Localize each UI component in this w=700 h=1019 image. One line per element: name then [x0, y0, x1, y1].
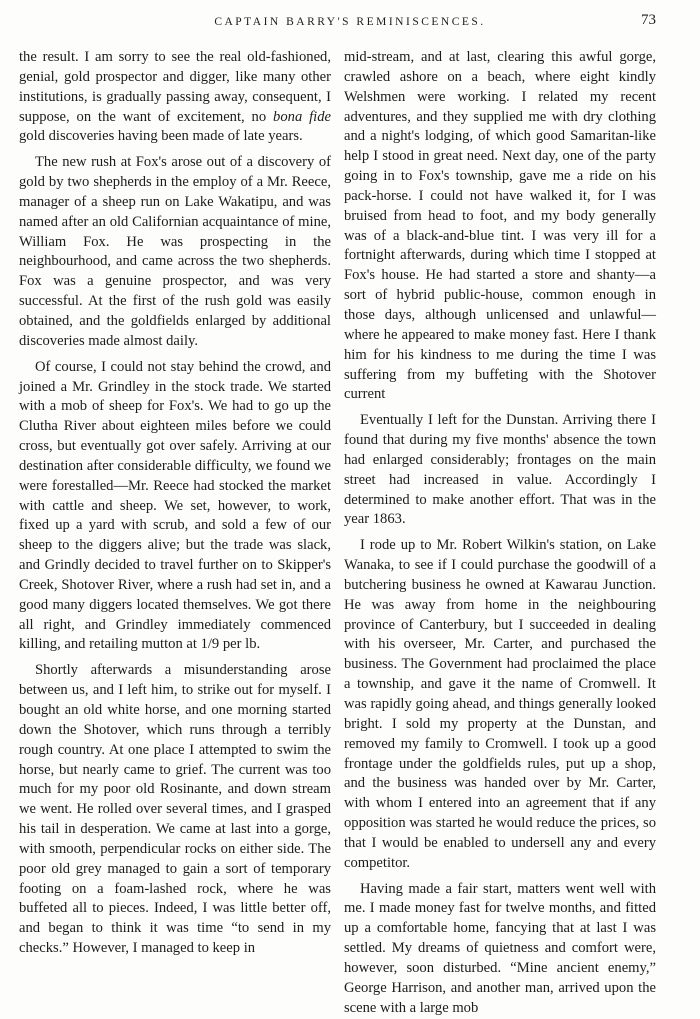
left-column: [19, 48, 331, 959]
running-title: CAPTAIN BARRY'S REMINISCENCES.: [214, 16, 486, 28]
paragraph-text: gold discoveries having been made of late years.: [19, 128, 303, 145]
paragraph: Having made a fair start, matters went well with me. I made money fast for twelve months, and fitted up a comfortable home, fancying that at last I was settled. My dreams of quietness and comfort were, however, soon disturbed. “Mine ancient enemy,” George Harrison, and another man, arrived upon the scene with a large mob: [344, 880, 656, 1016]
paragraph-continued: [19, 48, 331, 147]
page-number: 73: [641, 12, 656, 28]
paragraph-continued: mid-stream, and at last, clearing this awful gorge, crawled ashore on a beach, where eight kindly Welshmen were working. I related my recent adventures, and they supplied me with dry clothing and a night's lodging, of which good Samaritan-like help I stood in great need. Next day, one of the party going in to Fox's township, gave me a ride on his pack-horse. I could not have walked it, for I was bruised from head to foot, and my body generally was of a black-and-blue tint. I was very ill for a fortnight afterwards, during which time I stopped at Fox's house. He had started a store and shanty—a sort of hybrid public-house, common enough in those days, although unlicensed and unlawful—where he appeared to make money fast. Here I thank him for his kindness to me during the time I was suffering from my buffeting with the Shotover current: [344, 49, 656, 403]
paragraph: Shortly afterwards a misunderstanding arose between us, and I left him, to strike out for myself. I bought an old white horse, and one morning started down the Shotover, which runs through a terribly rough country. At one place I attempted to swim the horse, but nearly came to grief. The current was too much for my poor old Rosinante, and down stream we went. He rolled over several times, and I grasped his tail in desperation. We came at last into a gorge, with smooth, perpendicular rocks on either side. The poor old grey managed to gain a sort of temporary footing on a foam-lashed rock, where he was buffeted all to pieces. Indeed, I was little better off, and began to think it was time “to send in my checks.” However, I managed to keep in: [19, 662, 331, 957]
paragraph: Of course, I could not stay behind the crowd, and joined a Mr. Grindley in the stock trade. We started with a mob of sheep for Fox's. We had to go up the Clutha River about eighteen miles before we could cross, but eventually got over safely. Arriving at our destination after considerable difficulty, we found we were forestalled—Mr. Reece had stocked the market with cattle and sheep. We set, however, to work, fixed up a yard with scrub, and sold a few of our sheep to the diggers alive; but the trade was slack, and Grindly decided to travel further on to Skipper's Creek, Shotover River, where a rush had set in, and a good many diggers located themselves. We got there all right, and Grindley immediately commenced killing, and retailing mutton at 1/9 per lb.: [19, 358, 331, 653]
paragraph: Eventually I left for the Dunstan. Arriving there I found that during my five months' absence the town had enlarged considerably; frontages on the main street had increased in value. Accordingly I determined to make another effort. That was in the year 1863.: [344, 412, 656, 528]
paragraph: The new rush at Fox's arose out of a discovery of gold by two shepherds in the employ of a Mr. Reece, manager of a sheep run on Lake Wakatipu, and was named after an old Californian acquaintance of mine, William Fox. He was prospecting in the neighbourhood, and came across the two shepherds. Fox was a genuine prospector, and was very successful. At the first of the rush gold was easily obtained, and the goldfields enlarged by additional discoveries made almost daily.: [19, 154, 331, 349]
paragraph: I rode up to Mr. Robert Wilkin's station, on Lake Wanaka, to see if I could purchase the goodwill of a butchering business he owned at Kawarau Junction. He was away from home in the neighbouring province of Canterbury, but I succeeded in dealing with his overseer, Mr. Carter, and purchased the business. The Government had proclaimed the place a township, and gave it the name of Cromwell. It was rapidly going ahead, and things generally looked bright. I sold my property at the Dunstan, and removed my family to Cromwell. I took up a good frontage under the goldfields rules, put up a shop, and the business was handed over by Mr. Carter, with whom I entered into an agreement that if any opposition was started he would reduce the prices, so that I would be enabled to undersell any and every competitor.: [344, 537, 656, 871]
running-head: [0, 10, 700, 36]
italic-phrase: bona fide: [273, 108, 331, 125]
paragraph-text: the result. I am sorry to see the real old-fashioned, genial, gold prospector and digger, like many other institutions, is gradually passing away, consequent, I suppose, on the want of excitement, no: [19, 49, 331, 125]
right-column: [344, 48, 656, 1019]
